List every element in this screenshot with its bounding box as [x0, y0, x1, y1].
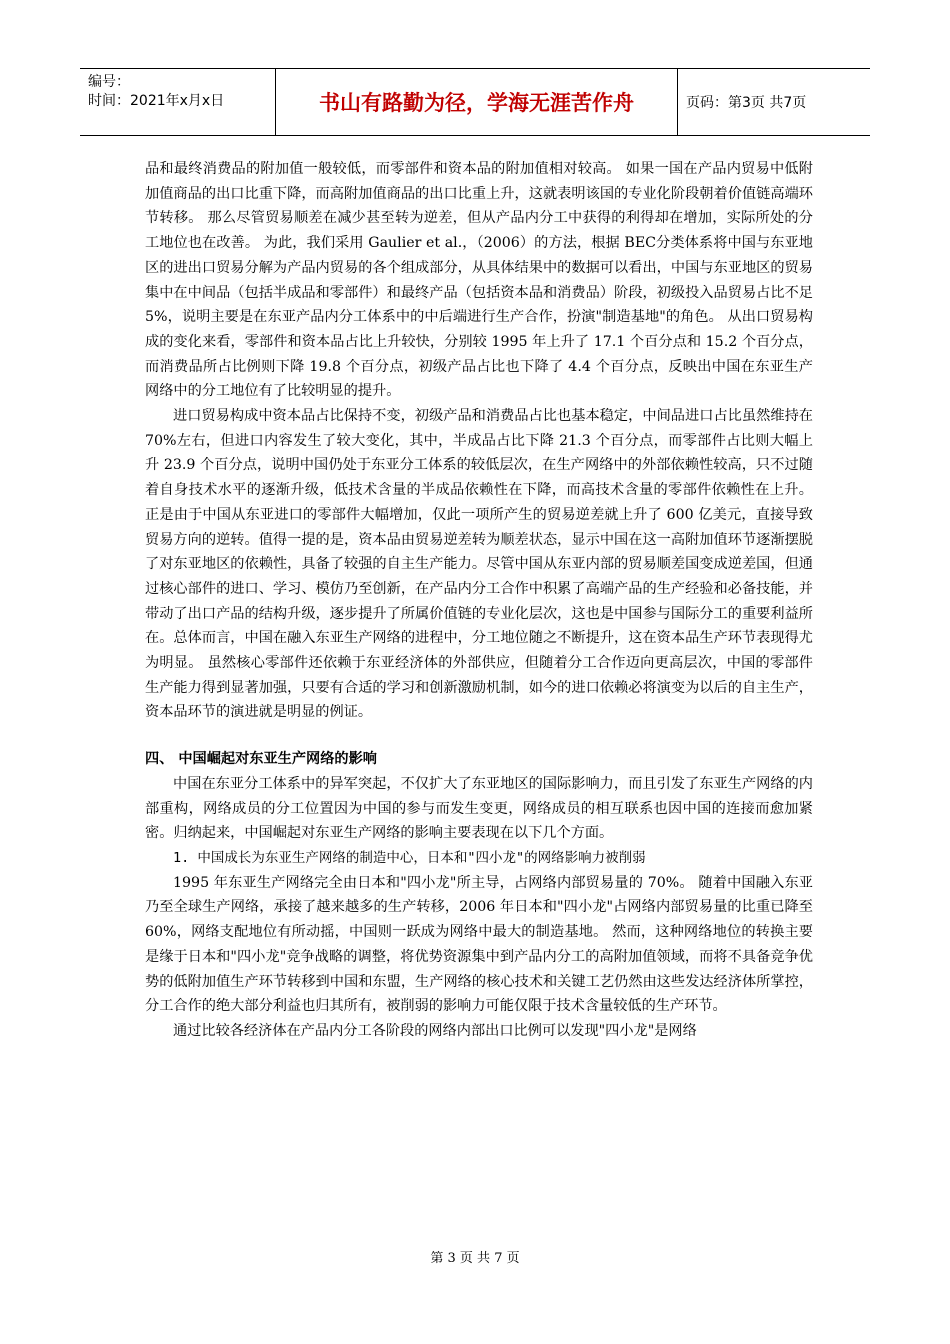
page-footer: 第 3 页 共 7 页	[430, 1251, 520, 1266]
document-body	[145, 157, 813, 1044]
subsection-heading: 1. 中国成长为东亚生产网络的制造中心，日本和"四小龙"的网络影响力被削弱	[173, 849, 646, 866]
header-page-info: 页码：第3页 共7页	[686, 95, 807, 111]
header-motto: 书山有路勤为径，学海无涯苦作舟	[275, 69, 678, 135]
section-heading: 四、 中国崛起对东亚生产网络的影响	[145, 751, 377, 768]
paragraph: 中国在东亚分工体系中的异军突起，不仅扩大了东亚地区的国际影响力，而且引发了东亚生产网络的内部重构，网络成员的分工位置因为中国的参与而发生变更，网络成员的相互联系也因中国的连接而愈加紧密。归纳起来，中国崛起对东亚生产网络的影响主要表现在以下几个方面。	[145, 775, 813, 842]
paragraph: 品和最终消费品的附加值一般较低，而零部件和资本品的附加值相对较高。 如果一国在产品内贸易中低附加值商品的出口比重下降，而高附加值商品的出口比重上升，这就表明该国的专业化阶段朝着价值链高端环节转移。 那么尽管贸易顺差在减少甚至转为逆差，但从产品内分工中获得的利得却在增加，实际所处的分工地位也在改善。 为此，我们采用 Gaulier et al.，（2006）的方法，根据 BEC分类体系将中国与东亚地区的进出口贸易分解为产品内贸易的各个组成部分，从具体结果中的数据可以看出，中国与东亚地区的贸易集中在中间品（包括半成品和零部件）和最终产品（包括资本品和消费品）阶段，初级投入品贸易占比不足 5%，说明主要是在东亚产品内分工体系中的中后端进行生产合作，扮演"制造基地"的角色。 从出口贸易构成的变化来看，零部件和资本品占比上升较快，分别较 1995 年上升了 17.1 个百分点和 15.2 个百分点，而消费品所占比例则下降 19.8 个百分点，初级产品占比也下降了 4.4 个百分点，反映出中国在东亚生产网络中的分工地位有了比较明显的提升。	[145, 161, 813, 400]
paragraph: 进口贸易构成中资本品占比保持不变，初级产品和消费品占比也基本稳定，中间品进口占比虽然维持在 70%左右，但进口内容发生了较大变化，其中，半成品占比下降 21.3 个百分点，而零部件占比则大幅上升 23.9 个百分点，说明中国仍处于东亚分工体系的较低层次，在生产网络中的外部依赖性较高，只不过随着自身技术水平的逐渐升级，低技术含量的半成品依赖性在下降，而高技术含量的零部件依赖性在上升。 正是由于中国从东亚进口的零部件大幅增加，仅此一项所产生的贸易逆差就上升了 600 亿美元，直接导致贸易方向的逆转。值得一提的是，资本品由贸易逆差转为顺差状态，显示中国在这一高附加值环节逐渐摆脱了对东亚地区的依赖性，具备了较强的自主生产能力。尽管中国从东亚内部的贸易顺差国变成逆差国，但通过核心部件的进口、学习、模仿乃至创新，在产品内分工合作中积累了高端产品的生产经验和必备技能，并带动了出口产品的结构升级，逐步提升了所属价值链的专业化层次，这也是中国参与国际分工的重要利益所在。总体而言，中国在融入东亚生产网络的进程中，分工地位随之不断提升，这在资本品生产环节表现得尤为明显。 虽然核心零部件还依赖于东亚经济体的外部供应，但随着分工合作迈向更高层次，中国的零部件生产能力得到显著加强，只要有合适的学习和创新激励机制，如今的进口依赖必将演变为以后的自主生产，资本品环节的演进就是明显的例证。	[145, 408, 813, 721]
header-meta	[80, 69, 275, 135]
paragraph: 通过比较各经济体在产品内分工各阶段的网络内部出口比例可以发现"四小龙"是网络	[173, 1022, 697, 1039]
document-number: 编号：	[88, 74, 130, 90]
document-date: 时间：2021年x月x日	[88, 93, 225, 109]
page-header	[80, 68, 870, 136]
paragraph: 1995 年东亚生产网络完全由日本和"四小龙"所主导，占网络内部贸易量的 70%。 随着中国融入东亚乃至全球生产网络，承接了越来越多的生产转移，2006 年日本和"四小龙"占网络内部贸易量的比重已降至 60%，网络支配地位有所动摇，中国则一跃成为网络中最大的制造基地。 然而，这种网络地位的转换主要是缘于日本和"四小龙"竞争战略的调整，将优势资源集中到产品内分工的高附加值领域，而将不具备竞争优势的低附加值生产环节转移到中国和东盟，生产网络的核心技术和关键工艺仍然由这些发达经济体所掌控，分工合作的绝大部分利益也归其所有，被削弱的影响力可能仅限于技术含量较低的生产环节。	[145, 874, 813, 1015]
